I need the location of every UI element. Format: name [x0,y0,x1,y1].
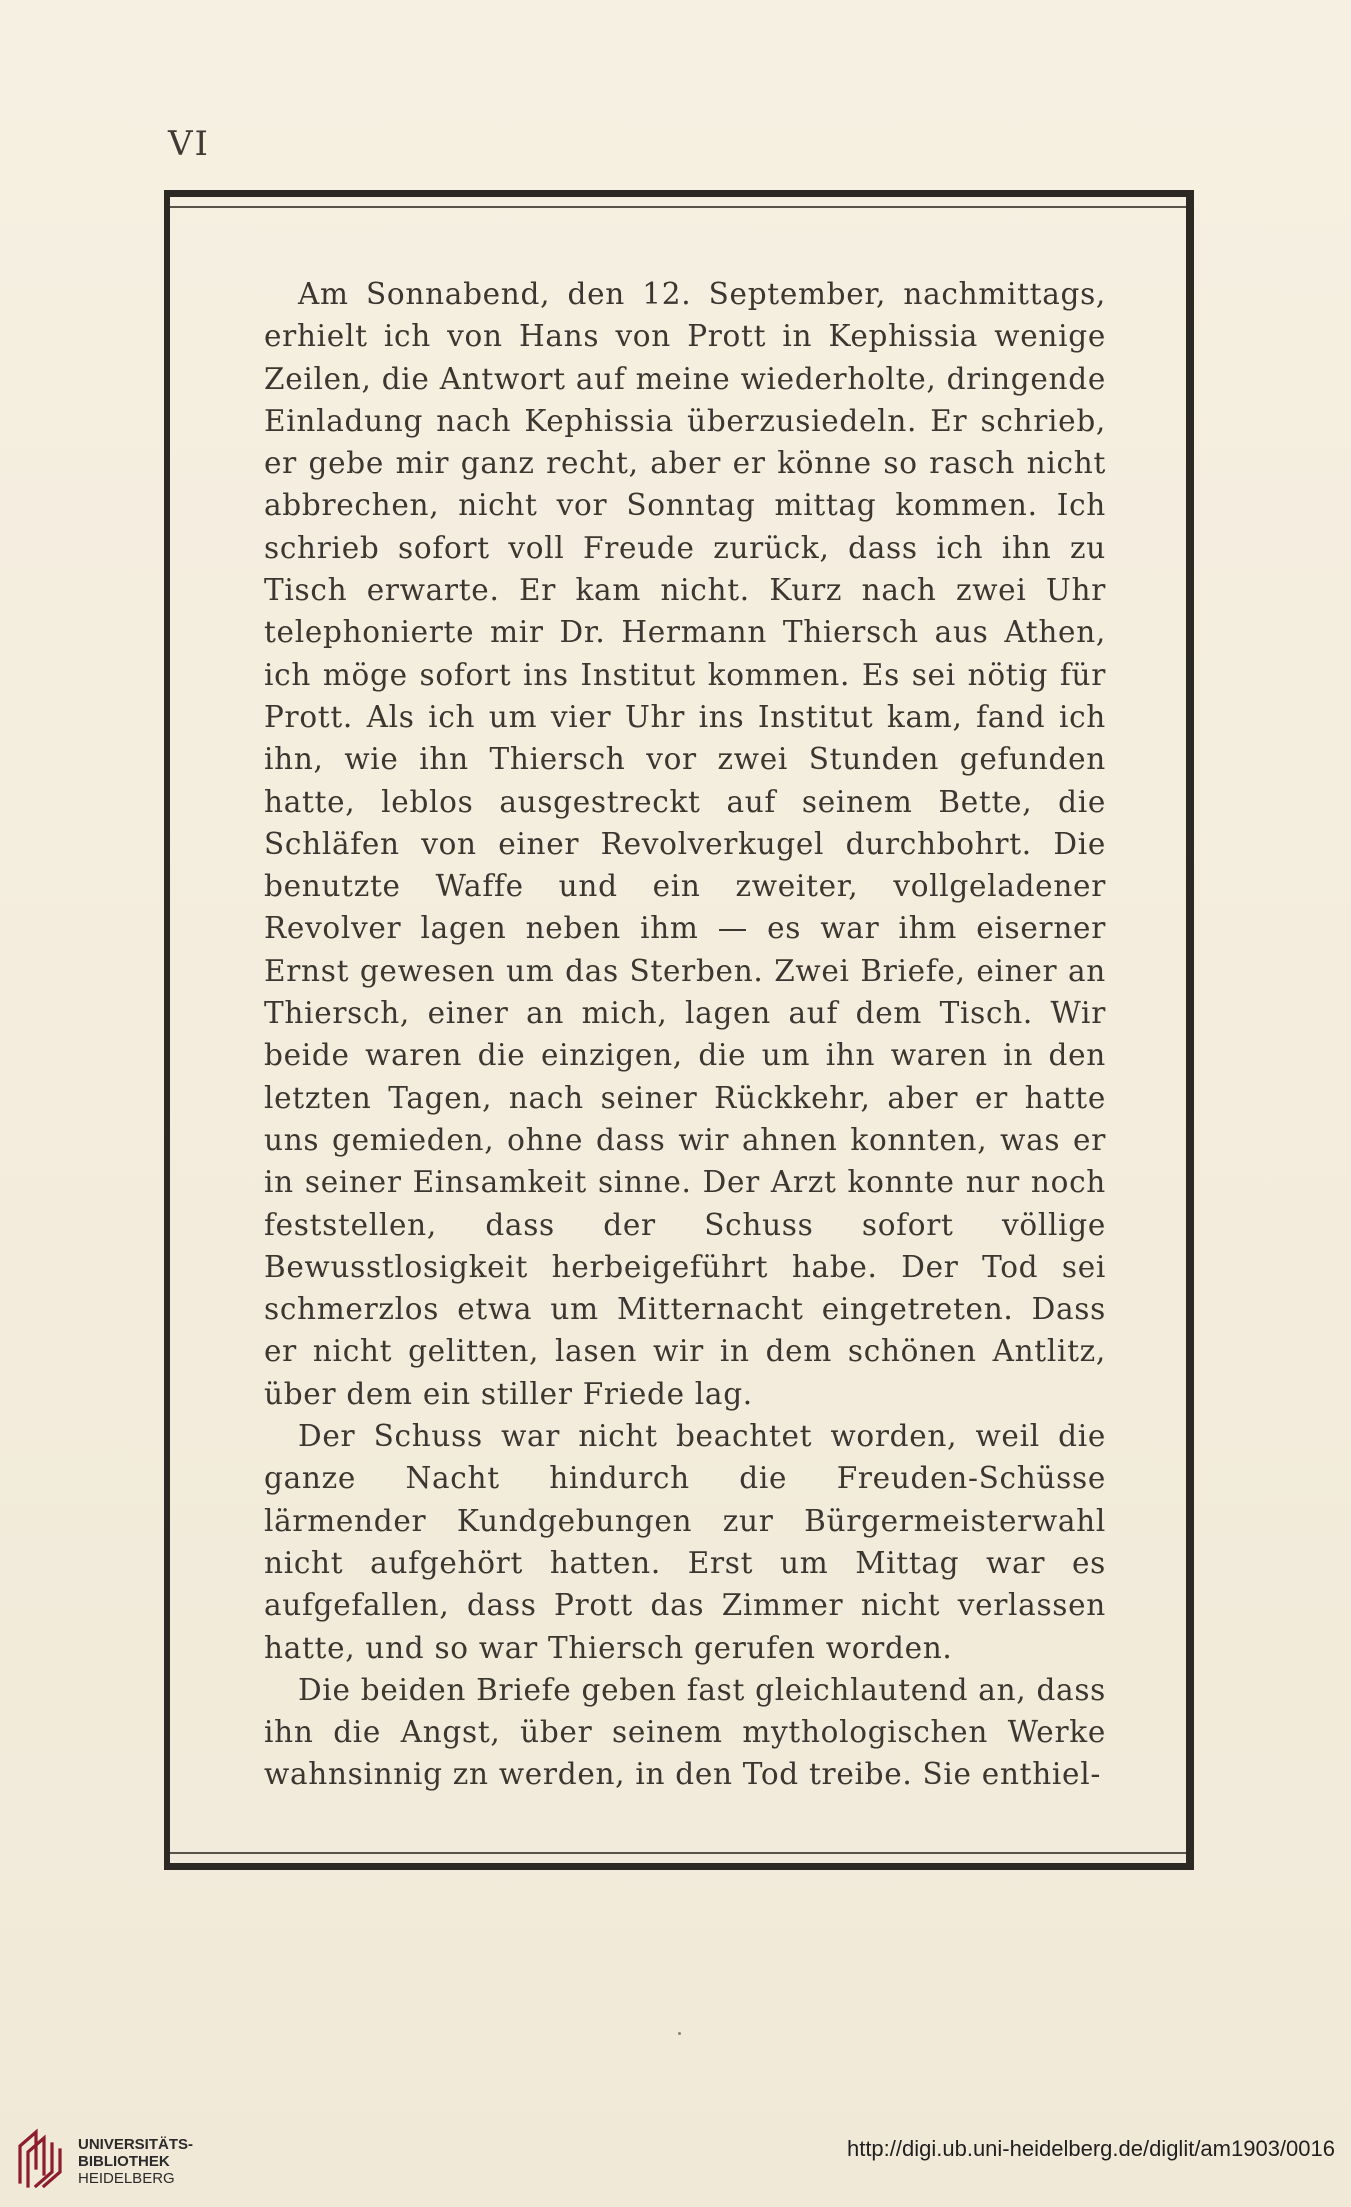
library-name-line: BIBLIOTHEK [78,2153,170,2170]
library-name-line: UNIVERSITÄTS- [78,2136,194,2153]
page-speck [678,2032,681,2035]
page-number: VI [168,124,210,164]
paragraph: Die beiden Briefe geben fast gleichlautend an, dass ihn die Angst, über seinem mythologischen Werke wahnsinnig zn werden, in den Tod treibe. Sie enthiel- [264,1672,1106,1792]
library-name-line: HEIDELBERG [78,2170,175,2187]
library-name [78,2136,193,2187]
source-url-link[interactable]: http://digi.ub.uni-heidelberg.de/diglit/am1903/0016 [846,2136,1335,2161]
digitization-footer [0,2118,1351,2207]
paragraph: Der Schuss war nicht beachtet worden, weil die ganze Nacht hindurch die Freuden-Schüsse lärmender Kundgebungen zur Bürgermeisterwahl nicht aufgehört hatten. Erst um Mittag war es aufgefallen, dass Prott das Zimmer nicht verlassen hatte, und so war Thiersch gerufen worden. [264,1419,1106,1665]
ub-heidelberg-logo-icon [14,2128,66,2188]
body-text [264,273,1106,1796]
paragraph: Am Sonnabend, den 12. September, nachmittags, erhielt ich von Hans von Prott in Kephissia wenige Zeilen, die Antwort auf meine wiederholte, dringende Einladung nach Kephissia überzusiedeln. Er schrieb, er gebe mir ganz recht, aber er könne so rasch nicht abbrechen, nicht vor Sonntag mittag kommen. Ich schrieb sofort voll Freude zurück, dass ich ihn zu Tisch erwarte. Er kam nicht. Kurz nach zwei Uhr telephonierte mir Dr. Hermann Thiersch aus Athen, ich möge sofort ins Institut kommen. Es sei nötig für Prott. Als ich um vier Uhr ins Institut kam, fand ich ihn, wie ihn Thiersch vor zwei Stunden gefunden hatte, leblos ausgestreckt auf seinem Bette, die Schläfen von einer Revolverkugel durchbohrt. Die benutzte Waffe und ein zweiter, vollgeladener Revolver lagen neben ihm — es war ihm eiserner Ernst gewesen um das Sterben. Zwei Briefe, einer an Thiersch, einer an mich, lagen auf dem Tisch. Wir beide waren die einzigen, die um ihn waren in den letzten Tagen, nach seiner Rückkehr, aber er hatte uns gemieden, ohne dass wir ahnen konnten, was er in seiner Einsamkeit sinne. Der Arzt konnte nur noch feststellen, dass der Schuss sofort völlige Bewusstlosigkeit herbeigeführt habe. Der Tod sei schmerzlos etwa um Mitternacht eingetreten. Dass er nicht gelitten, lasen wir in dem schönen Antlitz, über dem ein stiller Friede lag. [264,277,1106,1411]
